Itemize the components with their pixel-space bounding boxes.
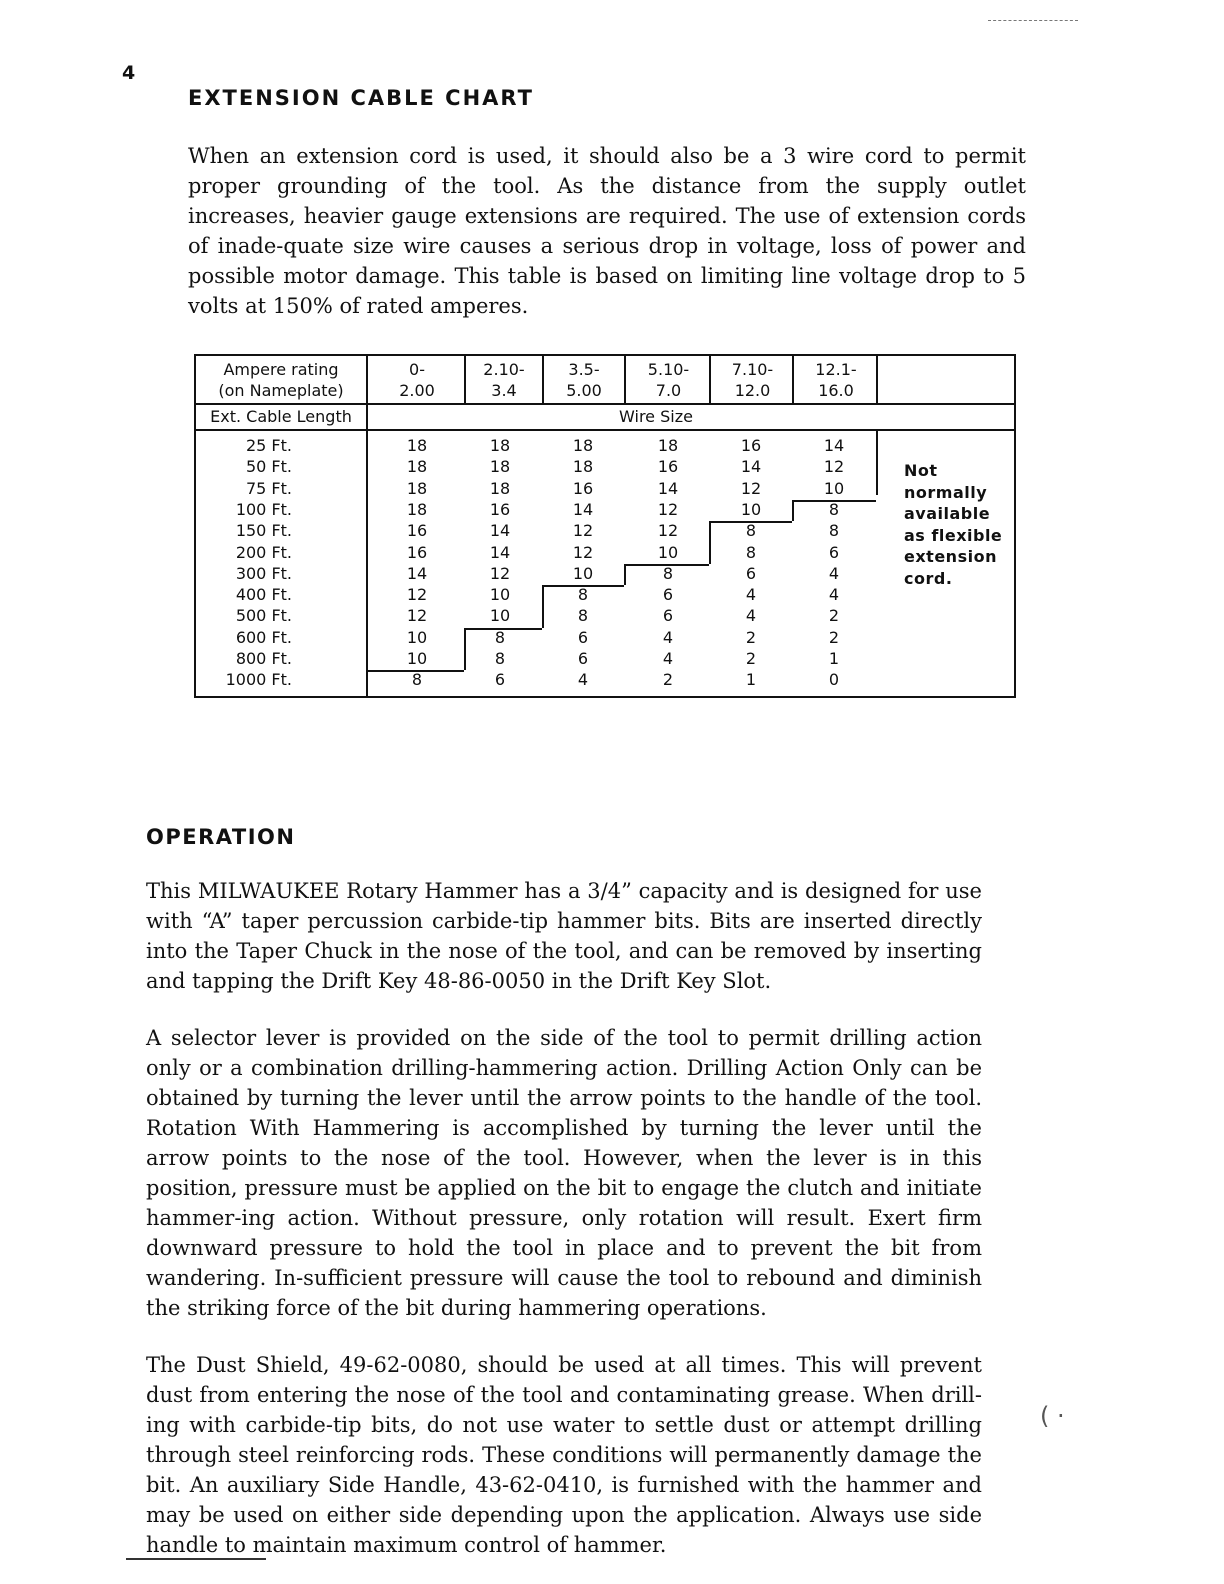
operation-paragraph-3: The Dust Shield, 49-62-0080, should be used at all times. This will prevent dust from entering the nose of the tool and contaminating grease. When drill-ing with carbide-tip bits, do not use water to settle dust or attempt drilling through steel reinforcing rods. These conditions will permanently damage the bit. An auxiliary Side Handle, 43-62-0410, is furnished with the hammer and may be used on either side depending upon the application. Always use side handle to maintain maximum control of hammer.: [146, 1353, 982, 1557]
wire-size-value: 8: [494, 627, 506, 647]
wire-size-value: 2: [662, 670, 674, 690]
cable-length-label: 1000 Ft.: [225, 670, 292, 690]
wire-size-value: 10: [740, 499, 762, 519]
ampere-range-5-line1: 7.10-: [731, 360, 774, 379]
wire-size-value: 6: [828, 542, 840, 562]
cable-length-label: 200 Ft.: [235, 542, 292, 562]
ampere-range-5-line2: 12.0: [734, 381, 771, 400]
wire-size-value: 4: [745, 606, 757, 626]
wire-size-value: 10: [489, 585, 511, 605]
wire-size-value: 8: [828, 521, 840, 541]
wire-size-value: 18: [489, 478, 511, 498]
wire-size-value: 8: [745, 521, 757, 541]
wire-size-value: 16: [489, 499, 511, 519]
wire-size-value: 2: [745, 627, 757, 647]
wire-size-value: 12: [572, 542, 594, 562]
cable-length-label: 600 Ft.: [235, 627, 292, 647]
table-rule: [366, 356, 368, 698]
wire-size-value: 8: [577, 606, 589, 626]
ampere-range-3-line2: 5.00: [566, 381, 602, 400]
wire-size-value: 18: [406, 457, 428, 477]
wire-size-value: 10: [406, 627, 428, 647]
table-rule: [792, 356, 794, 403]
table-rule: [464, 628, 542, 630]
wire-size-value: 12: [406, 585, 428, 605]
cable-length-label: 25 Ft.: [245, 436, 292, 455]
table-rule: [709, 521, 792, 523]
wire-size-value: 6: [662, 606, 674, 626]
ampere-range-4-line1: 5.10-: [647, 360, 690, 379]
table-rule: [464, 356, 466, 403]
cable-length-label: 800 Ft.: [235, 649, 292, 668]
table-rule: [464, 628, 466, 671]
wire-size-value: 16: [572, 478, 594, 498]
table-rule: [196, 429, 1014, 431]
ampere-range-3-line1: 3.5-: [568, 360, 600, 379]
table-rule: [624, 564, 626, 585]
ampere-range-2-line1: 2.10-: [483, 360, 525, 379]
table-rule: [366, 670, 464, 672]
table-rule: [876, 356, 878, 403]
wire-size-value: 18: [406, 478, 428, 498]
wire-size-value: 4: [828, 563, 840, 583]
table-rule: [196, 403, 1014, 405]
wire-size-value: 10: [657, 542, 679, 562]
table-rule: [792, 500, 876, 502]
extension-cable-chart-heading: EXTENSION CABLE CHART: [188, 86, 534, 110]
wire-size-value: 14: [406, 563, 428, 583]
operation-paragraph-2: A selector lever is provided on the side of the tool to permit drilling action only or a combination drilling-hammering action. Drilling Action Only can be obtained by turning the lever until the arrow points to the handle of the tool. Rotation With Hammering is accomplished by turning the lever until the arrow points to the nose of the tool. However, when the lever is in this position, pressure must be applied on the bit to engage the clutch and initiate hammer-ing action. Without pressure, only rotation will result. Exert firm downward pressure to hold the tool in place and to prevent the bit from wandering. In-sufficient pressure will cause the tool to rebound and diminish the striking force of the bit during hammering operations.: [146, 1026, 982, 1320]
wire-size-value: 2: [828, 606, 840, 626]
cable-length-label: 50 Ft.: [245, 457, 292, 477]
wire-size-value: 8: [577, 585, 589, 605]
operation-heading: OPERATION: [146, 825, 296, 849]
wire-size-value: 2: [745, 649, 757, 668]
wire-size-value: 14: [489, 521, 511, 541]
wire-size-value: 10: [489, 606, 511, 626]
wire-size-value: 4: [662, 649, 674, 668]
wire-size-value: 8: [745, 542, 757, 562]
cable-length-label: 300 Ft.: [235, 563, 292, 583]
wire-size-value: 12: [657, 499, 679, 519]
wire-size-value: 16: [406, 521, 428, 541]
wire-size-value: 18: [489, 457, 511, 477]
wire-size-value: 12: [489, 563, 511, 583]
wire-size-value: 10: [823, 478, 845, 498]
wire-size-value: 14: [823, 436, 845, 455]
wire-size-value: 12: [406, 606, 428, 626]
table-rule: [709, 356, 711, 403]
nameplate-label: (on Nameplate): [218, 381, 344, 400]
ampere-range-1-line2: 2.00: [399, 381, 435, 400]
wire-size-value: 18: [572, 436, 594, 455]
ampere-range-6-line1: 12.1-: [815, 360, 857, 379]
wire-size-value: 12: [572, 521, 594, 541]
extension-cable-chart: [194, 354, 1016, 698]
wire-size-value: 8: [411, 670, 423, 690]
wire-size-value: 1: [745, 670, 757, 690]
table-rule: [542, 585, 544, 628]
wire-size-value: 4: [745, 585, 757, 605]
wire-size-value: 16: [740, 436, 762, 455]
wire-size-value: 16: [406, 542, 428, 562]
wire-size-value: 8: [662, 563, 674, 583]
wire-size-value: 18: [406, 436, 428, 455]
wire-size-value: 6: [577, 649, 589, 668]
cable-length-label: 150 Ft.: [235, 521, 292, 541]
table-rule: [624, 564, 709, 566]
table-rule: [709, 521, 711, 564]
wire-size-value: 0: [828, 670, 840, 690]
wire-size-value: 16: [657, 457, 679, 477]
cable-length-label: 500 Ft.: [235, 606, 292, 626]
footer-rule: [126, 1558, 266, 1560]
cable-length-label: 75 Ft.: [245, 478, 292, 498]
corner-dash-mark: [988, 20, 1078, 21]
wire-size-value: 10: [406, 649, 428, 668]
wire-size-value: 18: [657, 436, 679, 455]
wire-size-value: 6: [662, 585, 674, 605]
wire-size-value: 14: [572, 499, 594, 519]
wire-size-value: 18: [406, 499, 428, 519]
page-number: 4: [122, 62, 136, 84]
table-rule: [624, 356, 626, 403]
wire-size-value: 2: [828, 627, 840, 647]
wire-size-value: 12: [657, 521, 679, 541]
wire-size-value: 14: [740, 457, 762, 477]
ampere-range-6-line2: 16.0: [818, 381, 854, 400]
table-rule: [792, 500, 794, 521]
wire-size-value: 8: [828, 499, 840, 519]
wire-size-value: 8: [494, 649, 506, 668]
wire-size-value: 6: [745, 563, 757, 583]
operation-paragraph-1: This MILWAUKEE Rotary Hammer has a 3/4” capacity and is designed for use with “A” taper percussion carbide-tip hammer bits. Bits are inserted directly into the Taper Chuck in the nose of the tool, and can be removed by inserting and tapping the Drift Key 48-86-0050 in the Drift Key Slot.: [146, 879, 982, 993]
wire-size-value: 1: [828, 649, 840, 668]
table-rule: [542, 356, 544, 403]
wire-size-value: 4: [662, 627, 674, 647]
wire-size-value: 18: [572, 457, 594, 477]
ampere-range-1-line1: 0-: [409, 360, 425, 379]
not-available-note: Not normally available as flexible extension cord.: [904, 461, 1003, 588]
extension-intro-paragraph: When an extension cord is used, it should also be a 3 wire cord to permit proper grounding of the tool. As the distance from the supply outlet increases, heavier gauge extensions are required. The use of extension cords of inade-quate size wire causes a serious drop in voltage, loss of power and possible motor damage. This table is based on limiting line voltage drop to 5 volts at 150% of rated amperes.: [188, 144, 1026, 318]
wire-size-header: Wire Size: [619, 407, 693, 426]
table-rule: [542, 585, 624, 587]
wire-size-value: 12: [740, 478, 762, 498]
ext-cable-length-header: Ext. Cable Length: [210, 407, 352, 426]
wire-size-value: 18: [489, 436, 511, 455]
wire-size-value: 6: [494, 670, 506, 690]
table-rule: [876, 429, 878, 495]
ampere-rating-label: Ampere rating: [223, 360, 339, 379]
wire-size-value: 14: [657, 478, 679, 498]
wire-size-value: 14: [489, 542, 511, 562]
margin-mark: ( ·: [1040, 1402, 1065, 1430]
wire-size-value: 6: [577, 627, 589, 647]
ampere-range-4-line2: 7.0: [655, 381, 682, 400]
cable-length-label: 100 Ft.: [235, 499, 292, 519]
ampere-range-2-line2: 3.4: [491, 381, 517, 400]
wire-size-value: 4: [577, 670, 589, 690]
wire-size-value: 4: [828, 585, 840, 605]
wire-size-value: 12: [823, 457, 845, 477]
wire-size-value: 10: [572, 563, 594, 583]
cable-length-label: 400 Ft.: [235, 585, 292, 605]
